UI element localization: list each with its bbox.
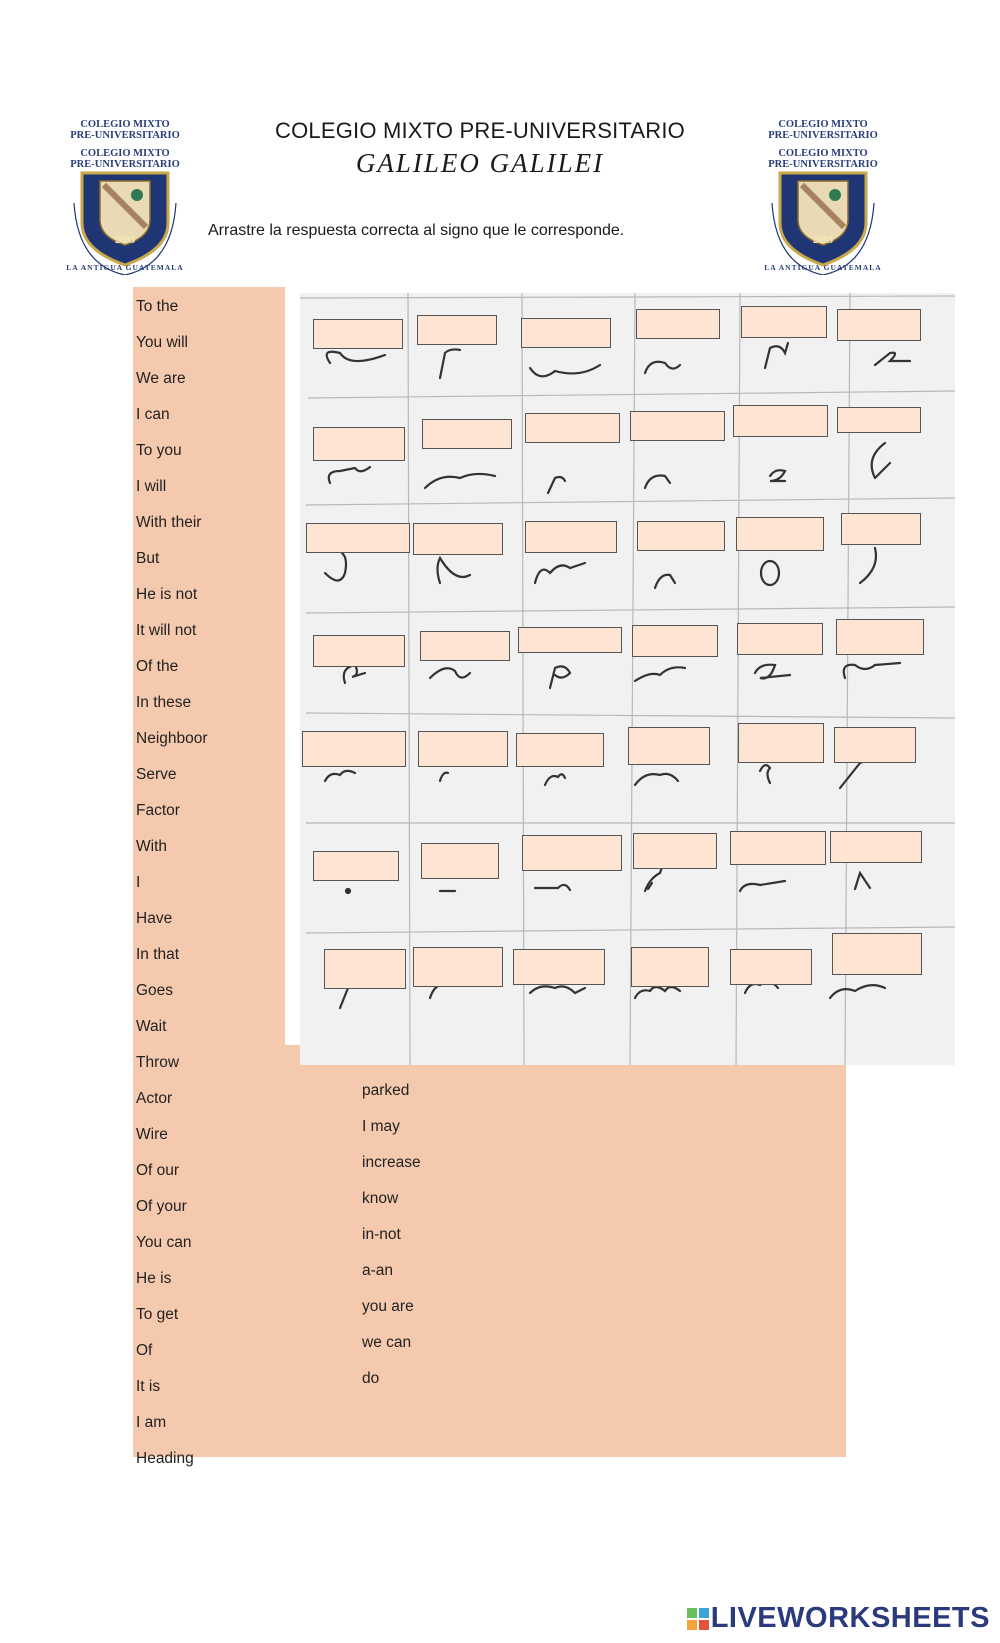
word-tile[interactable]: do bbox=[362, 1370, 380, 1387]
drop-zone-r4-c6[interactable] bbox=[836, 619, 924, 655]
word-tile[interactable]: With their bbox=[136, 514, 202, 531]
crest-ring-text: LA ANTIGUA GUATEMALA bbox=[764, 263, 882, 272]
word-tile[interactable]: Of your bbox=[136, 1198, 187, 1215]
drop-zone-r4-c3[interactable] bbox=[518, 627, 622, 653]
word-tile[interactable]: He is not bbox=[136, 586, 198, 603]
word-tile[interactable]: increase bbox=[362, 1154, 421, 1171]
shield-icon bbox=[758, 115, 888, 275]
word-tile[interactable]: a-an bbox=[362, 1262, 394, 1279]
shield-icon bbox=[60, 115, 190, 275]
word-tile[interactable]: parked bbox=[362, 1082, 410, 1099]
word-tile[interactable]: I will bbox=[136, 478, 167, 495]
word-tile[interactable]: With bbox=[136, 838, 167, 855]
word-tile[interactable]: In these bbox=[136, 694, 192, 711]
word-tile[interactable]: Wait bbox=[136, 1018, 167, 1035]
drop-zone-r7-c1[interactable] bbox=[324, 949, 406, 989]
crest-line1: COLEGIO MIXTO bbox=[80, 119, 170, 130]
word-tile[interactable]: Heading bbox=[136, 1450, 194, 1467]
drop-zone-r3-c6[interactable] bbox=[841, 513, 921, 545]
drop-zone-r6-c5[interactable] bbox=[730, 831, 826, 865]
word-tile[interactable]: You can bbox=[136, 1234, 192, 1251]
drop-zone-r5-c5[interactable] bbox=[738, 723, 824, 763]
drop-zone-r5-c2[interactable] bbox=[418, 731, 508, 767]
crest-line2: PRE-UNIVERSITARIO bbox=[768, 130, 878, 141]
word-tile[interactable]: It will not bbox=[136, 622, 197, 639]
crest-line1-repeat: COLEGIO MIXTO bbox=[778, 148, 868, 159]
drop-zone-r2-c6[interactable] bbox=[837, 407, 921, 433]
drop-zone-r7-c3[interactable] bbox=[513, 949, 605, 985]
word-tile[interactable]: Of bbox=[136, 1342, 153, 1359]
drop-zone-r1-c1[interactable] bbox=[313, 319, 403, 349]
drop-zone-r7-c5[interactable] bbox=[730, 949, 812, 985]
drop-zone-r2-c4[interactable] bbox=[630, 411, 725, 441]
drop-zone-r4-c2[interactable] bbox=[420, 631, 510, 661]
word-tile[interactable]: But bbox=[136, 550, 160, 567]
word-tile[interactable]: Throw bbox=[136, 1054, 180, 1071]
word-tile[interactable]: We are bbox=[136, 370, 186, 387]
word-tile[interactable]: I can bbox=[136, 406, 170, 423]
school-name: COLEGIO MIXTO PRE-UNIVERSITARIO bbox=[275, 118, 685, 143]
word-tile[interactable]: Serve bbox=[136, 766, 177, 783]
word-tile[interactable]: in-not bbox=[362, 1226, 401, 1243]
drop-zone-r6-c1[interactable] bbox=[313, 851, 399, 881]
drop-zone-r2-c5[interactable] bbox=[733, 405, 828, 437]
drop-zone-r2-c3[interactable] bbox=[525, 413, 620, 443]
school-subtitle: GALILEO GALILEI bbox=[355, 148, 605, 178]
word-tile[interactable]: know bbox=[362, 1190, 399, 1207]
crest-line2: PRE-UNIVERSITARIO bbox=[70, 130, 180, 141]
school-crest-left bbox=[60, 115, 190, 275]
word-tile[interactable]: Actor bbox=[136, 1090, 173, 1107]
logo-mark-icon bbox=[687, 1608, 709, 1630]
drop-zone-r5-c3[interactable] bbox=[516, 733, 604, 767]
school-crest-right bbox=[758, 115, 888, 275]
crest-year: 2003 bbox=[115, 235, 135, 246]
word-tile[interactable]: He is bbox=[136, 1270, 172, 1287]
liveworksheets-logo bbox=[687, 1602, 990, 1635]
drop-zone-r1-c5[interactable] bbox=[741, 306, 827, 338]
drop-zone-r3-c5[interactable] bbox=[736, 517, 824, 551]
drop-zone-r2-c1[interactable] bbox=[313, 427, 405, 461]
drop-zone-r5-c1[interactable] bbox=[302, 731, 406, 767]
drop-zone-r1-c3[interactable] bbox=[521, 318, 611, 348]
word-tile[interactable]: To the bbox=[136, 298, 179, 315]
crest-ring-text: LA ANTIGUA GUATEMALA bbox=[66, 263, 184, 272]
drop-zone-r3-c3[interactable] bbox=[525, 521, 617, 553]
shorthand-grid bbox=[300, 293, 955, 1065]
word-tile[interactable]: Wire bbox=[136, 1126, 168, 1143]
drop-zone-r4-c5[interactable] bbox=[737, 623, 823, 655]
word-tile[interactable]: To get bbox=[136, 1306, 179, 1323]
brand-name: LIVEWORKSHEETS bbox=[710, 1602, 990, 1634]
word-tile[interactable]: I am bbox=[136, 1414, 167, 1431]
drop-zone-r6-c6[interactable] bbox=[830, 831, 922, 863]
word-tile[interactable]: you are bbox=[362, 1298, 414, 1315]
word-tile[interactable]: Goes bbox=[136, 982, 174, 999]
drop-zone-r5-c4[interactable] bbox=[628, 727, 710, 765]
drop-zone-r1-c2[interactable] bbox=[417, 315, 497, 345]
instruction-text: Arrastre la respuesta correcta al signo que le corresponde. bbox=[208, 222, 625, 239]
crest-line2-repeat: PRE-UNIVERSITARIO bbox=[70, 159, 180, 170]
word-tile[interactable]: I may bbox=[362, 1118, 400, 1135]
word-bank-lower bbox=[133, 1045, 846, 1457]
word-tile[interactable]: I bbox=[136, 874, 141, 891]
word-tile[interactable]: Have bbox=[136, 910, 173, 927]
drop-zone-r4-c1[interactable] bbox=[313, 635, 405, 667]
drop-zone-r6-c2[interactable] bbox=[421, 843, 499, 879]
drop-zone-r6-c4[interactable] bbox=[633, 833, 717, 869]
word-tile[interactable]: In that bbox=[136, 946, 180, 963]
drop-zone-r3-c2[interactable] bbox=[413, 523, 503, 555]
word-tile[interactable]: Of our bbox=[136, 1162, 180, 1179]
drop-zone-r5-c6[interactable] bbox=[834, 727, 916, 763]
drop-zone-r2-c2[interactable] bbox=[422, 419, 512, 449]
drop-zone-r7-c2[interactable] bbox=[413, 947, 503, 987]
crest-line2-repeat: PRE-UNIVERSITARIO bbox=[768, 159, 878, 170]
word-tile[interactable]: It is bbox=[136, 1378, 161, 1395]
drop-zone-r3-c4[interactable] bbox=[637, 521, 725, 551]
crest-line1-repeat: COLEGIO MIXTO bbox=[80, 148, 170, 159]
drop-zone-r7-c4[interactable] bbox=[631, 947, 709, 987]
word-tile[interactable]: Factor bbox=[136, 802, 180, 819]
word-tile[interactable]: Neighboor bbox=[136, 730, 208, 747]
crest-line1: COLEGIO MIXTO bbox=[778, 119, 868, 130]
drop-zone-r1-c6[interactable] bbox=[837, 309, 921, 341]
word-tile[interactable]: we can bbox=[362, 1334, 412, 1351]
drop-zone-r1-c4[interactable] bbox=[636, 309, 720, 339]
word-tile[interactable]: You will bbox=[136, 334, 188, 351]
word-tile[interactable]: Of the bbox=[136, 658, 179, 675]
drop-zone-r3-c1[interactable] bbox=[306, 523, 410, 553]
drop-zone-r7-c6[interactable] bbox=[832, 933, 922, 975]
drop-zone-r6-c3[interactable] bbox=[522, 835, 622, 871]
word-tile[interactable]: To you bbox=[136, 442, 182, 459]
crest-year: 2003 bbox=[813, 235, 833, 246]
drop-zone-r4-c4[interactable] bbox=[632, 625, 718, 657]
